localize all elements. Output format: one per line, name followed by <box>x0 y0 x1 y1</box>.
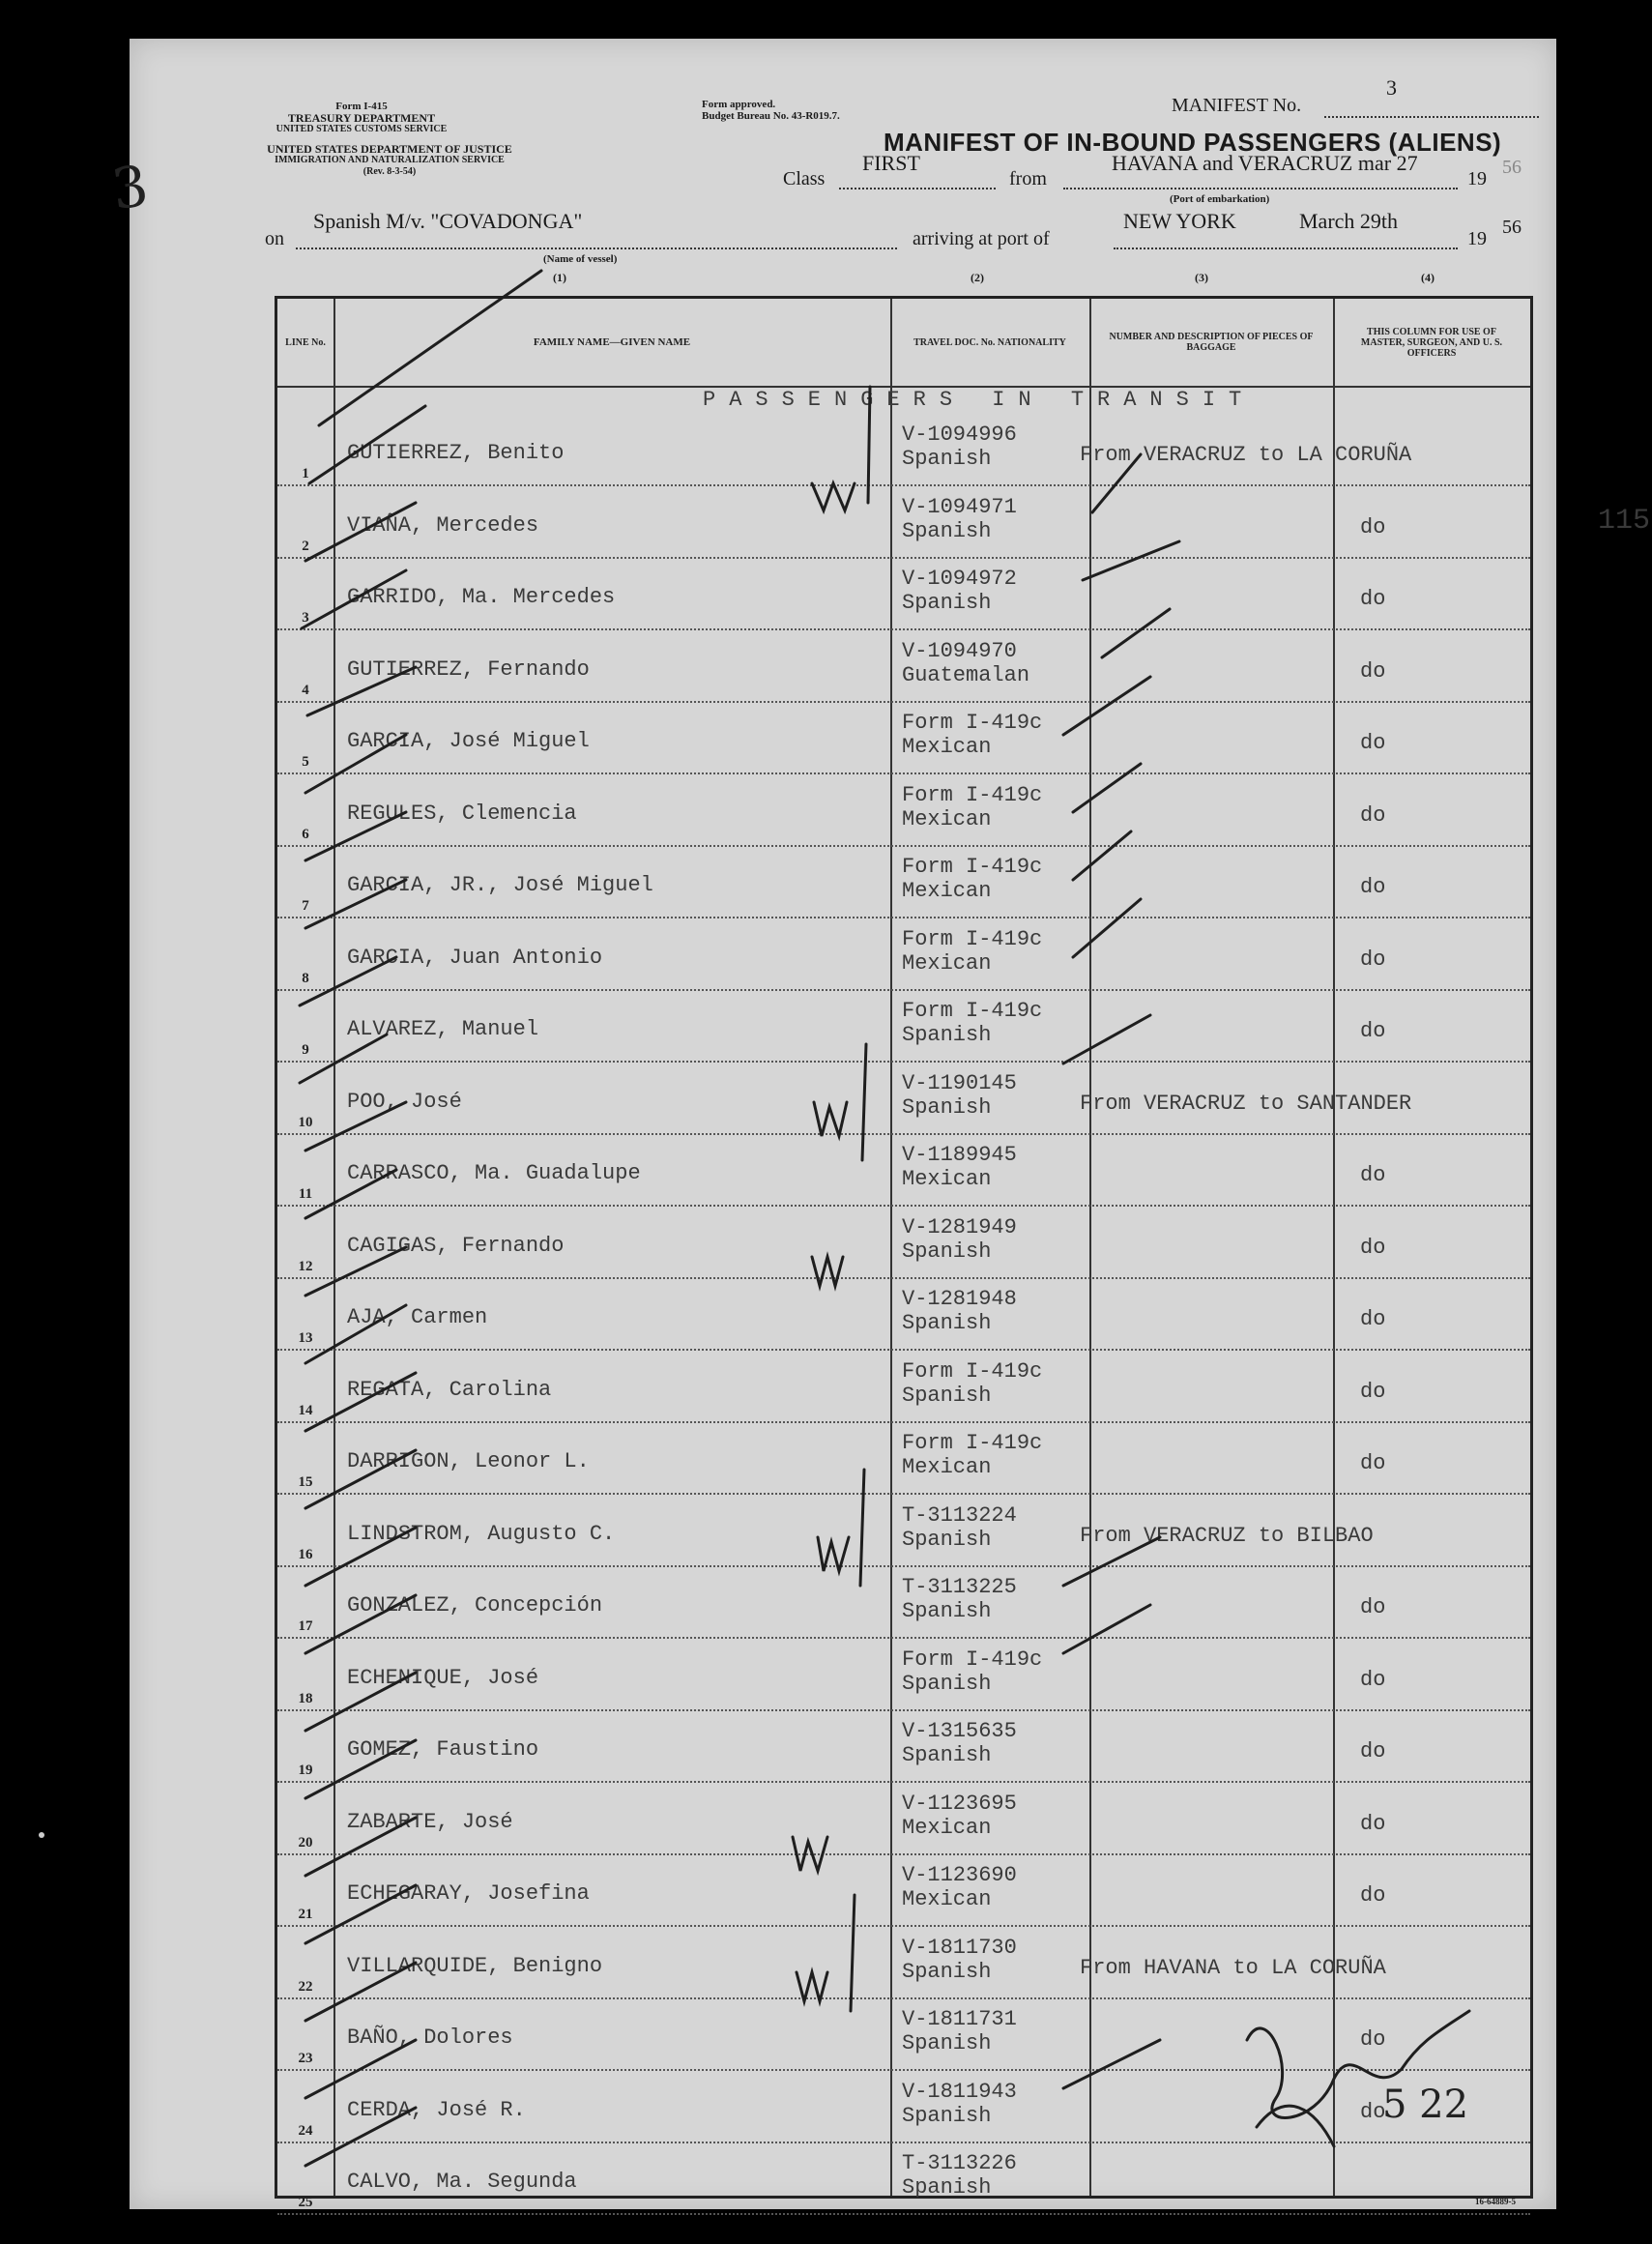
nationality: Spanish <box>902 1094 992 1120</box>
nationality: Mexican <box>902 1455 992 1479</box>
binder-hole <box>33 2036 72 2075</box>
line-number: 5 <box>302 754 309 770</box>
travel-doc <box>902 855 1076 903</box>
travel-doc <box>902 1575 1076 1623</box>
budget-bureau: Budget Bureau No. 43-R019.7. <box>702 110 840 122</box>
table-row <box>277 703 1530 774</box>
table-row <box>277 1999 1530 2071</box>
passenger-name: GOMEZ, Faustino <box>347 1737 539 1762</box>
passenger-name: GONZALEZ, Concepción <box>347 1593 603 1617</box>
vessel-label: (Name of vessel) <box>543 253 618 265</box>
travel-doc <box>902 1647 1076 1696</box>
year-value-2: 56 <box>1502 217 1522 238</box>
nationality: Spanish <box>902 1311 992 1335</box>
nationality: Spanish <box>902 1527 992 1552</box>
manifest-sheet <box>107 39 1651 2210</box>
doc-number: Form I-419c <box>902 782 1043 807</box>
class-label: Class <box>783 168 826 189</box>
passenger-name: GUTIERREZ, Fernando <box>347 656 590 682</box>
binder-hole <box>33 528 72 567</box>
travel-doc <box>902 711 1076 759</box>
baggage-info: do <box>1360 1451 1386 1475</box>
from-value: HAVANA and VERACRUZ mar 27 <box>1112 151 1418 175</box>
manifest-no-line <box>1324 116 1539 118</box>
nationality: Spanish <box>902 2103 992 2128</box>
doc-number: V-1094996 <box>902 423 1017 447</box>
baggage-info: do <box>1360 875 1386 899</box>
table-row <box>277 1855 1530 1927</box>
line-number: 10 <box>298 1114 313 1130</box>
vessel-value: Spanish M/v. "COVADONGA" <box>313 209 583 233</box>
passenger-name: CERDA, José R. <box>347 2097 526 2122</box>
table-row <box>277 1784 1530 1855</box>
arriving-label: arriving at port of <box>913 228 1050 249</box>
header-doc: TRAVEL DOC. No. NATIONALITY <box>913 336 1066 348</box>
line-number: 16 <box>298 1546 313 1562</box>
table-row <box>277 991 1530 1063</box>
travel-doc <box>902 1071 1076 1120</box>
doc-number: V-1281948 <box>902 1287 1017 1311</box>
doc-number: Form I-419c <box>902 999 1043 1023</box>
doc-number: V-1811730 <box>902 1935 1017 1960</box>
table-row <box>277 1279 1530 1351</box>
doc-number: V-1123695 <box>902 1791 1017 1816</box>
nationality: Mexican <box>902 1167 992 1191</box>
table-row <box>277 631 1530 703</box>
doc-number: V-1123690 <box>902 1863 1017 1887</box>
vessel-line <box>296 248 897 249</box>
table-row <box>277 1064 1530 1135</box>
passenger-name: VIAÑA, Mercedes <box>347 512 539 538</box>
form-id-block <box>246 101 478 135</box>
manifest-no-value: 3 <box>1386 75 1397 100</box>
table-row <box>277 1208 1530 1279</box>
doc-number: Form I-419c <box>902 711 1043 735</box>
table-row <box>277 1711 1530 1783</box>
nationality: Spanish <box>902 1023 992 1047</box>
travel-doc <box>902 1936 1076 1984</box>
from-label: from <box>1009 168 1047 189</box>
class-line <box>839 188 996 189</box>
travel-doc <box>902 2007 1076 2055</box>
nationality: Mexican <box>902 950 992 976</box>
baggage-info: do <box>1360 1739 1386 1763</box>
row-separator <box>277 2213 1530 2215</box>
passenger-name: GUTIERREZ, Benito <box>347 441 565 465</box>
travel-doc <box>902 2080 1076 2128</box>
baggage-info: do <box>1360 2099 1386 2124</box>
on-label: on <box>265 228 284 249</box>
table-row <box>277 847 1530 918</box>
col-num-1: (1) <box>553 271 566 284</box>
line-number: 18 <box>298 1690 313 1706</box>
year-prefix-1: 19 <box>1467 168 1487 189</box>
port-value: NEW YORK <box>1123 209 1236 233</box>
travel-doc <box>902 423 1076 471</box>
passenger-name: DARRIGON, Leonor L. <box>347 1449 590 1473</box>
travel-doc <box>902 1431 1076 1479</box>
travel-doc <box>902 1215 1076 1264</box>
baggage-info: do <box>1360 1019 1386 1043</box>
baggage-info: From VERACRUZ to SANTANDER <box>1080 1091 1412 1116</box>
nationality: Spanish <box>902 1671 992 1696</box>
class-value: FIRST <box>862 151 920 175</box>
passenger-name: GARCIA, José Miguel <box>347 729 590 753</box>
justice-label: UNITED STATES DEPARTMENT OF JUSTICE <box>267 142 512 156</box>
passenger-name: ALVAREZ, Manuel <box>347 1017 539 1041</box>
passenger-name: REGULES, Clemencia <box>347 801 577 826</box>
baggage-info: do <box>1360 1883 1386 1908</box>
travel-doc <box>902 783 1076 831</box>
table-row <box>277 1567 1530 1639</box>
baggage-info: do <box>1360 514 1386 539</box>
line-number: 21 <box>298 1907 313 1922</box>
passenger-name: CALVO, Ma. Segunda <box>347 2170 577 2194</box>
passenger-name: BAÑO, Dolores <box>347 2025 513 2050</box>
line-number: 4 <box>302 682 309 698</box>
travel-doc <box>902 1287 1076 1335</box>
baggage-info: From VERACRUZ to LA CORUÑA <box>1080 443 1412 467</box>
doc-number: V-1281949 <box>902 1214 1017 1239</box>
doc-number: Form I-419c <box>902 926 1043 951</box>
binder-hole <box>33 1530 72 1568</box>
baggage-info: do <box>1360 1379 1386 1404</box>
travel-doc <box>902 927 1076 976</box>
baggage-info: do <box>1360 658 1386 684</box>
binder-hole <box>33 1677 72 1716</box>
travel-doc <box>902 1792 1076 1840</box>
line-number: 20 <box>298 1834 313 1851</box>
doc-number: V-1811731 <box>902 2007 1017 2031</box>
travel-doc <box>902 495 1076 543</box>
binder-hole <box>33 1963 72 2001</box>
doc-number: V-1094971 <box>902 494 1017 519</box>
doc-number: T-3113225 <box>902 1575 1017 1599</box>
port-line <box>1114 248 1458 249</box>
nationality: Mexican <box>902 1887 992 1911</box>
line-number: 15 <box>298 1474 313 1490</box>
treasury-label: TREASURY DEPARTMENT <box>287 111 436 125</box>
baggage-info: do <box>1360 1595 1386 1619</box>
passenger-name: GARCIA, Juan Antonio <box>347 945 603 970</box>
baggage-info: do <box>1360 731 1386 755</box>
doc-number: V-1811943 <box>902 2079 1017 2104</box>
line-number: 2 <box>302 538 309 554</box>
form-id: Form I-415 <box>335 101 388 112</box>
binder-hole <box>33 93 72 131</box>
baggage-info: do <box>1360 1811 1386 1836</box>
nationality: Spanish <box>902 2031 992 2055</box>
year-prefix-2: 19 <box>1467 228 1487 249</box>
section-title: PASSENGERS IN TRANSIT <box>703 388 1256 412</box>
line-number: 13 <box>298 1330 313 1346</box>
ins-label: IMMIGRATION AND NATURALIZATION SERVICE <box>275 155 505 165</box>
nationality: Spanish <box>902 1743 992 1767</box>
travel-doc <box>902 1143 1076 1191</box>
nationality: Mexican <box>902 806 992 831</box>
line-number: 11 <box>298 1186 313 1202</box>
nationality: Guatemalan <box>902 662 1030 687</box>
line-number: 9 <box>302 1042 309 1058</box>
line-number: 22 <box>298 1978 313 1995</box>
travel-doc <box>902 1359 1076 1408</box>
nationality: Spanish <box>902 1959 992 1984</box>
nationality: Spanish <box>902 1239 992 1264</box>
year-value-1: 56 <box>1502 157 1522 178</box>
nationality: Spanish <box>902 518 992 543</box>
nationality: Spanish <box>902 1599 992 1623</box>
line-number: 14 <box>298 1402 313 1418</box>
baggage-info: do <box>1360 802 1386 828</box>
table-row <box>277 1423 1530 1495</box>
baggage-info: do <box>1360 2027 1386 2052</box>
passenger-name: VILLARQUIDE, Benigno <box>347 1953 603 1978</box>
line-number: 23 <box>298 2051 313 2066</box>
line-number: 8 <box>302 970 309 986</box>
baggage-info: From HAVANA to LA CORUÑA <box>1080 1955 1386 1980</box>
margin-handwritten-mark: 3 <box>107 152 153 223</box>
speck <box>39 1832 44 1838</box>
baggage-info: do <box>1360 1667 1386 1692</box>
doc-number: Form I-419c <box>902 1358 1043 1384</box>
baggage-info: do <box>1360 1235 1386 1260</box>
travel-doc <box>902 999 1076 1047</box>
table-row <box>277 919 1530 991</box>
manifest-no-label: MANIFEST No. <box>1172 95 1302 116</box>
header-baggage: NUMBER AND DESCRIPTION OF PIECES OF BAGGAGE <box>1109 332 1314 353</box>
nationality: Spanish <box>902 447 992 471</box>
doc-number: Form I-419c <box>902 855 1043 879</box>
header-name: FAMILY NAME—GIVEN NAME <box>533 335 691 348</box>
table-row <box>277 415 1530 486</box>
binder-hole <box>33 1456 72 1495</box>
passenger-name: CARRASCO, Ma. Guadalupe <box>347 1161 641 1185</box>
officer-note: 115 <box>1598 504 1651 538</box>
passenger-name: LINDSTROM, Augusto C. <box>347 1521 616 1546</box>
line-number: 24 <box>298 2122 313 2139</box>
from-line <box>1063 188 1458 189</box>
passenger-name: GARRIDO, Ma. Mercedes <box>347 585 616 609</box>
customs-label: UNITED STATES CUSTOMS SERVICE <box>275 124 448 134</box>
doc-number: V-1189945 <box>902 1143 1017 1167</box>
binder-hole <box>33 599 72 638</box>
baggage-info: do <box>1360 1307 1386 1331</box>
header-line-no: LINE No. <box>285 336 326 348</box>
baggage-info: do <box>1360 947 1386 972</box>
justice-block <box>259 143 520 178</box>
manifest-title: MANIFEST OF IN-BOUND PASSENGERS (ALIENS) <box>884 128 1502 157</box>
passenger-name: AJA, Carmen <box>347 1305 488 1329</box>
table-row <box>277 1640 1530 1711</box>
table-row <box>277 2072 1530 2143</box>
doc-number: T-3113224 <box>902 1502 1017 1528</box>
travel-doc <box>902 2151 1076 2200</box>
arrival-date: March 29th <box>1299 209 1399 233</box>
table-row <box>277 1496 1530 1567</box>
col-num-3: (3) <box>1195 271 1208 284</box>
footer-code: 16-64889-5 <box>1475 2197 1516 2206</box>
line-number: 17 <box>298 1618 313 1634</box>
table-row <box>277 2143 1530 2215</box>
travel-doc <box>902 639 1076 687</box>
baggage-info: From VERACRUZ to BILBAO <box>1080 1523 1374 1548</box>
bottom-handwritten-number: 5 22 <box>1382 2083 1469 2127</box>
col-num-2: (2) <box>971 271 984 284</box>
travel-doc <box>902 567 1076 615</box>
nationality: Spanish <box>902 1383 992 1408</box>
passenger-name: ECHENIQUE, José <box>347 1665 539 1690</box>
doc-number: V-1190145 <box>902 1070 1017 1095</box>
baggage-info: do <box>1360 587 1386 611</box>
doc-number: V-1094972 <box>902 567 1017 591</box>
form-approved: Form approved. <box>702 99 776 110</box>
line-number: 3 <box>302 610 309 626</box>
doc-number: Form I-419c <box>902 1647 1043 1672</box>
table-row <box>277 487 1651 559</box>
rev-label: (Rev. 8-3-54) <box>362 166 417 177</box>
baggage-info: do <box>1360 1163 1386 1187</box>
nationality: Mexican <box>902 735 992 759</box>
port-embark-label: (Port of embarkation) <box>1170 193 1270 205</box>
col-num-4: (4) <box>1421 271 1435 284</box>
passenger-name: ECHEGARAY, Josefina <box>347 1881 590 1906</box>
line-number: 19 <box>298 1763 313 1778</box>
binder-hole <box>33 222 72 261</box>
nationality: Mexican <box>902 879 992 903</box>
table-row <box>277 775 1530 847</box>
line-number: 1 <box>302 466 309 481</box>
passenger-name: CAGIGAS, Fernando <box>347 1233 565 1258</box>
doc-number: V-1094970 <box>902 638 1017 663</box>
line-number: 12 <box>298 1258 313 1274</box>
nationality: Spanish <box>902 591 992 615</box>
header-officers: THIS COLUMN FOR USE OF MASTER, SURGEON, AND U. S. OFFICERS <box>1360 326 1503 359</box>
doc-number: Form I-419c <box>902 1431 1043 1455</box>
table-row <box>277 1135 1530 1207</box>
passenger-name: REGATA, Carolina <box>347 1377 552 1402</box>
line-number: 25 <box>298 2195 313 2210</box>
binder-hole <box>33 735 72 773</box>
passenger-name: ZABARTE, José <box>347 1809 513 1834</box>
nationality: Spanish <box>902 2175 992 2200</box>
approval-block <box>702 99 924 122</box>
table-row <box>277 1352 1530 1423</box>
doc-number: V-1315635 <box>902 1719 1017 1743</box>
travel-doc <box>902 1503 1076 1552</box>
nationality: Mexican <box>902 1815 992 1840</box>
table-row <box>277 1928 1530 1999</box>
line-number: 6 <box>302 826 309 842</box>
line-number: 7 <box>302 898 309 914</box>
table-row <box>277 559 1530 630</box>
passenger-name: POO, José <box>347 1089 462 1114</box>
travel-doc <box>902 1719 1076 1767</box>
passenger-name: GARCIA, JR., José Miguel <box>347 873 653 897</box>
travel-doc <box>902 1863 1076 1911</box>
doc-number: T-3113226 <box>902 2151 1017 2175</box>
